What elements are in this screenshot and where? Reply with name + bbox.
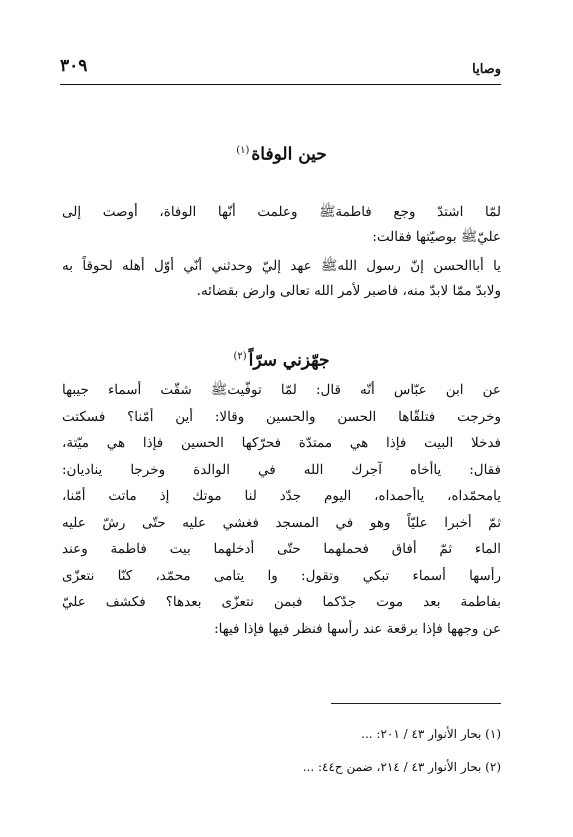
footnote-rule	[331, 703, 501, 704]
text-line: عليّﷺ بوصيّتها فقالت:	[372, 229, 501, 245]
paragraph	[62, 377, 501, 642]
footnote-ref: (١)	[236, 145, 250, 156]
text-line: الماء ثمّ أفاق فحملهما حتّى أدخلهما بيت فاطمة وعند	[62, 541, 501, 557]
text-line: ثمّ أخبرا عليّاً وهو في المسجد فغشي عليه حتّى رشّ عليه	[62, 514, 501, 531]
paragraph	[62, 200, 501, 304]
text-line: لمّا اشتدّ وجع فاطمةﷺ وعلمت أنّها الوفاة، أوصت إلى	[62, 204, 501, 220]
text-line: عن وجهها فإذا برقعة عند رأسها فنظر فيها فإذا فيها:	[214, 620, 501, 637]
text-line: ولابدّ ممّا لابدّ منه، فاصبر لأمر الله تعالى وارض بقضائه.	[196, 283, 501, 299]
footnote-ref: (٢)	[233, 351, 247, 362]
section-heading	[62, 345, 501, 373]
running-title: وصايا	[472, 62, 501, 77]
page-header	[60, 56, 501, 82]
section-heading	[62, 139, 501, 167]
page-number: ٣٠٩	[60, 56, 88, 76]
footnote-item: (٢) بحار الأنوار ٤٣ / ٢١٤، ضمن ح٤٤: ...	[302, 760, 501, 774]
footnote-item: (١) بحار الأنوار ٤٣ / ٢٠١: ...	[361, 727, 501, 741]
text-line: يامحمّداه، ياأحمداه، اليوم جدّد لنا موتك إذ ماتت أمّنا،	[62, 488, 501, 504]
footnotes	[62, 718, 501, 784]
text-line: وخرجت فتلقّاها الحسن والحسين وقالا: أين أمّنا؟ فسكتت	[62, 408, 501, 425]
section-title: حين الوفاة	[251, 144, 327, 165]
section-death-time	[62, 139, 501, 167]
text-line: بفاطمة بعد موت جدّكما فبمن نتعزّى بعدها؟ فكشف عليّ	[62, 594, 501, 610]
text-line: يا أباالحسن إنّ رسول اللهﷺ عهد إليّ وحدثني أنّي أوّل أهله لحوقاً به	[62, 258, 501, 274]
header-rule	[60, 84, 501, 85]
text-line: رأسها أسماء تبكي وتقول: وا يتامى محمّد، كنّا نتعزّى	[62, 567, 501, 584]
text-line: فقال: ياأخاه آجرك الله في الوالدة وخرجا ينادیان:	[62, 461, 501, 478]
text-line: فدخلا البيت فإذا هي ممتدّة فحرّكها الحسين فإذا هي ميّتة،	[62, 435, 501, 451]
section-title: جهّزني سرّاً	[248, 350, 330, 371]
section-body	[62, 377, 501, 642]
text-line: عن ابن عبّاس أنّه قال: لمّا توفّيتﷺ شقّت أسماء جيبها	[62, 382, 501, 398]
section-body	[62, 200, 501, 304]
section-secret-burial	[62, 345, 501, 373]
